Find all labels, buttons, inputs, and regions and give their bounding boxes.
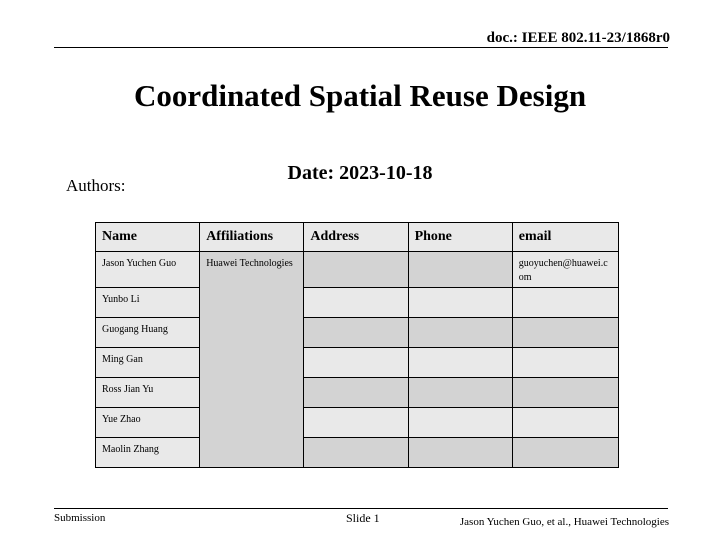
cell-phone bbox=[408, 348, 512, 378]
cell-email: guoyuchen@huawei.com bbox=[512, 252, 618, 288]
cell-address bbox=[304, 252, 408, 288]
cell-address bbox=[304, 378, 408, 408]
cell-name: Yunbo Li bbox=[96, 288, 200, 318]
cell-phone bbox=[408, 288, 512, 318]
column-header-phone: Phone bbox=[408, 223, 512, 252]
cell-address bbox=[304, 438, 408, 468]
cell-name: Guogang Huang bbox=[96, 318, 200, 348]
cell-email bbox=[512, 348, 618, 378]
cell-affiliation: Huawei Technologies bbox=[200, 252, 304, 468]
cell-name: Ming Gan bbox=[96, 348, 200, 378]
table-row bbox=[96, 252, 619, 288]
slide-date: Date: 2023-10-18 bbox=[287, 162, 433, 184]
cell-address bbox=[304, 348, 408, 378]
footer-submission: Submission bbox=[54, 512, 106, 524]
cell-name: Jason Yuchen Guo bbox=[96, 252, 200, 288]
cell-address bbox=[304, 288, 408, 318]
column-header-affiliations: Affiliations bbox=[200, 223, 304, 252]
authors-table bbox=[95, 222, 619, 468]
table-row bbox=[96, 378, 619, 408]
cell-phone bbox=[408, 408, 512, 438]
table-row bbox=[96, 408, 619, 438]
cell-phone bbox=[408, 318, 512, 348]
cell-address bbox=[304, 408, 408, 438]
table-row bbox=[96, 318, 619, 348]
cell-email bbox=[512, 288, 618, 318]
cell-name: Maolin Zhang bbox=[96, 438, 200, 468]
column-header-name: Name bbox=[96, 223, 200, 252]
authors-label: Authors: bbox=[66, 176, 126, 195]
footer-divider bbox=[54, 508, 668, 509]
cell-name: Yue Zhao bbox=[96, 408, 200, 438]
table-row bbox=[96, 288, 619, 318]
cell-email bbox=[512, 378, 618, 408]
footer-slide-number: Slide 1 bbox=[346, 511, 380, 525]
table-row bbox=[96, 438, 619, 468]
cell-phone bbox=[408, 378, 512, 408]
cell-address bbox=[304, 318, 408, 348]
footer-author: Jason Yuchen Guo, et al., Huawei Technologies bbox=[459, 516, 669, 528]
cell-phone bbox=[408, 252, 512, 288]
slide-title: Coordinated Spatial Reuse Design bbox=[133, 78, 587, 113]
table-row bbox=[96, 348, 619, 378]
column-header-email: email bbox=[512, 223, 618, 252]
cell-email bbox=[512, 318, 618, 348]
column-header-address: Address bbox=[304, 223, 408, 252]
cell-email bbox=[512, 438, 618, 468]
cell-name: Ross Jian Yu bbox=[96, 378, 200, 408]
cell-email bbox=[512, 408, 618, 438]
cell-phone bbox=[408, 438, 512, 468]
table-header-row bbox=[96, 223, 619, 252]
header-divider bbox=[54, 47, 668, 48]
document-id: doc.: IEEE 802.11-23/1868r0 bbox=[486, 30, 670, 46]
